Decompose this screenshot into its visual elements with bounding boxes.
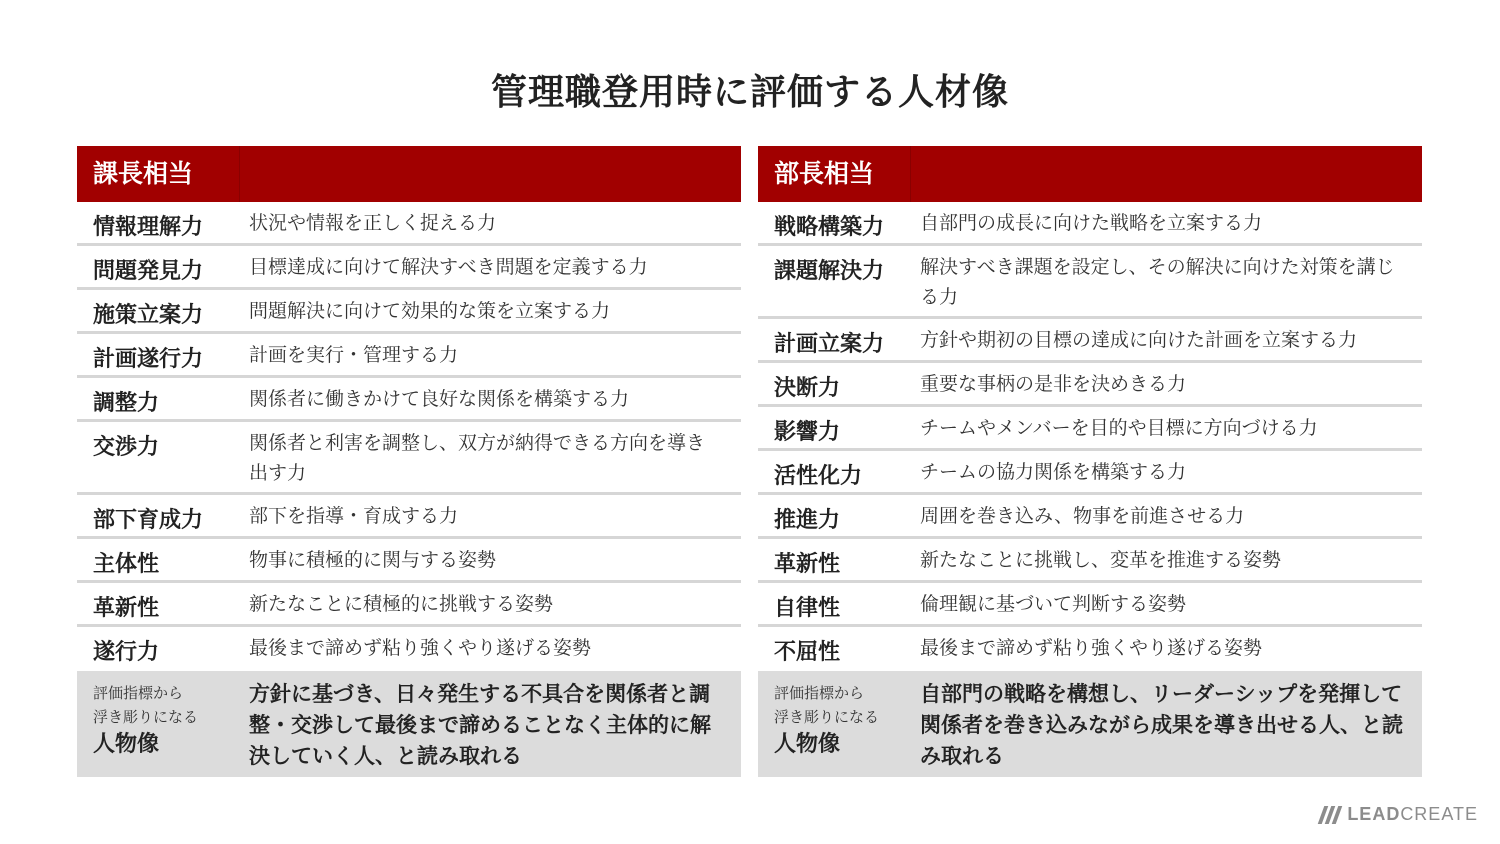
row-term: 活性化力 <box>774 464 863 489</box>
row-term: 交渉力 <box>93 435 160 460</box>
leadcreate-logo <box>1321 804 1478 825</box>
director-panel <box>758 146 1422 777</box>
row-desc: 目標達成に向けて解決すべき問題を定義する力 <box>249 256 648 278</box>
logo-text <box>1347 804 1478 825</box>
table-row <box>758 495 1422 539</box>
table-row <box>758 363 1422 407</box>
row-desc: 周囲を巻き込み、物事を前進させる力 <box>920 505 1245 527</box>
logo-create: CREATE <box>1400 804 1478 824</box>
row-desc: 自部門の成長に向けた戦略を立案する力 <box>920 212 1263 234</box>
summary-label-line1: 評価指標から <box>774 684 865 702</box>
row-desc: 関係者と利害を調整し、双方が納得できる方向を導き出す力 <box>249 432 706 484</box>
page-title: 管理職登用時に評価する人材像 <box>490 72 1009 113</box>
summary-text: 方針に基づき、日々発生する不具合を関係者と調整・交渉して最後まで諦めることなく主体的に解決していく人、と読み取れる <box>249 682 711 768</box>
row-desc: チームやメンバーを目的や目標に方向づける力 <box>920 417 1318 439</box>
summary-label-line2: 浮き彫りになる <box>93 708 199 726</box>
row-term: 調整力 <box>93 391 160 416</box>
table-row <box>77 202 741 246</box>
table-row <box>77 627 741 671</box>
row-desc: 新たなことに積極的に挑戦する姿勢 <box>249 593 554 615</box>
table-row <box>77 246 741 290</box>
row-term: 不屈性 <box>774 640 841 665</box>
table-row <box>77 290 741 334</box>
panel-header-label: 課長相当 <box>93 159 194 188</box>
row-term: 課題解決力 <box>774 259 885 284</box>
row-desc: 部下を指導・育成する力 <box>249 505 459 527</box>
logo-lead: LEAD <box>1347 804 1401 824</box>
row-desc: 倫理観に基づいて判断する姿勢 <box>920 593 1187 615</box>
table-row <box>77 378 741 422</box>
table-row <box>758 202 1422 246</box>
row-term: 計画立案力 <box>774 332 885 357</box>
row-desc: 新たなことに挑戦し、変革を推進する姿勢 <box>920 549 1282 571</box>
table-row <box>758 319 1422 363</box>
row-desc: 最後まで諦めず粘り強くやり遂げる姿勢 <box>249 637 592 659</box>
summary-label-line2: 浮き彫りになる <box>774 708 880 726</box>
table-row <box>77 583 741 627</box>
manager-panel-header <box>77 146 741 202</box>
row-term: 影響力 <box>774 420 841 445</box>
summary-label-big: 人物像 <box>93 732 160 757</box>
summary-label <box>77 671 249 761</box>
row-term: 革新性 <box>93 596 160 621</box>
director-panel-header <box>758 146 1422 202</box>
row-desc: 関係者に働きかけて良好な関係を構築する力 <box>249 388 630 410</box>
table-row <box>77 495 741 539</box>
table-row <box>77 539 741 583</box>
row-desc: 解決すべき課題を設定し、その解決に向けた対策を講じる力 <box>920 256 1395 308</box>
row-term: 自律性 <box>774 596 841 621</box>
header-divider <box>910 146 911 202</box>
row-desc: 問題解決に向けて効果的な策を立案する力 <box>249 300 611 322</box>
row-term: 施策立案力 <box>93 303 204 328</box>
row-term: 遂行力 <box>93 640 160 665</box>
table-row <box>77 422 741 495</box>
table-row <box>758 583 1422 627</box>
row-term: 部下育成力 <box>93 508 204 533</box>
summary-box <box>77 671 741 777</box>
row-desc: チームの協力関係を構築する力 <box>920 461 1187 483</box>
row-desc: 計画を実行・管理する力 <box>249 344 459 366</box>
table-row <box>77 334 741 378</box>
logo-stripes-icon <box>1321 806 1339 824</box>
row-term: 計画遂行力 <box>93 347 204 372</box>
row-desc: 最後まで諦めず粘り強くやり遂げる姿勢 <box>920 637 1263 659</box>
table-row <box>758 407 1422 451</box>
table-row <box>758 627 1422 671</box>
row-term: 革新性 <box>774 552 841 577</box>
row-desc: 状況や情報を正しく捉える力 <box>249 212 497 234</box>
table-row <box>758 539 1422 583</box>
row-desc: 重要な事柄の是非を決めきる力 <box>920 373 1187 395</box>
table-row <box>758 451 1422 495</box>
summary-label-big: 人物像 <box>774 732 841 757</box>
row-desc: 物事に積極的に関与する姿勢 <box>249 549 497 571</box>
row-term: 戦略構築力 <box>774 215 885 240</box>
row-term: 推進力 <box>774 508 841 533</box>
summary-label-line1: 評価指標から <box>93 684 184 702</box>
panel-header-label: 部長相当 <box>774 159 875 188</box>
header-divider <box>239 146 240 202</box>
row-term: 情報理解力 <box>93 215 204 240</box>
row-desc: 方針や期初の目標の達成に向けた計画を立案する力 <box>920 329 1358 351</box>
row-term: 問題発見力 <box>93 259 204 284</box>
row-term: 主体性 <box>93 552 160 577</box>
summary-text: 自部門の戦略を構想し、リーダーシップを発揮して関係者を巻き込みながら成果を導き出せる人、と読み取れる <box>920 682 1403 768</box>
row-term: 決断力 <box>774 376 841 401</box>
summary-box <box>758 671 1422 777</box>
summary-label <box>758 671 920 761</box>
table-row <box>758 246 1422 319</box>
manager-panel <box>77 146 741 777</box>
